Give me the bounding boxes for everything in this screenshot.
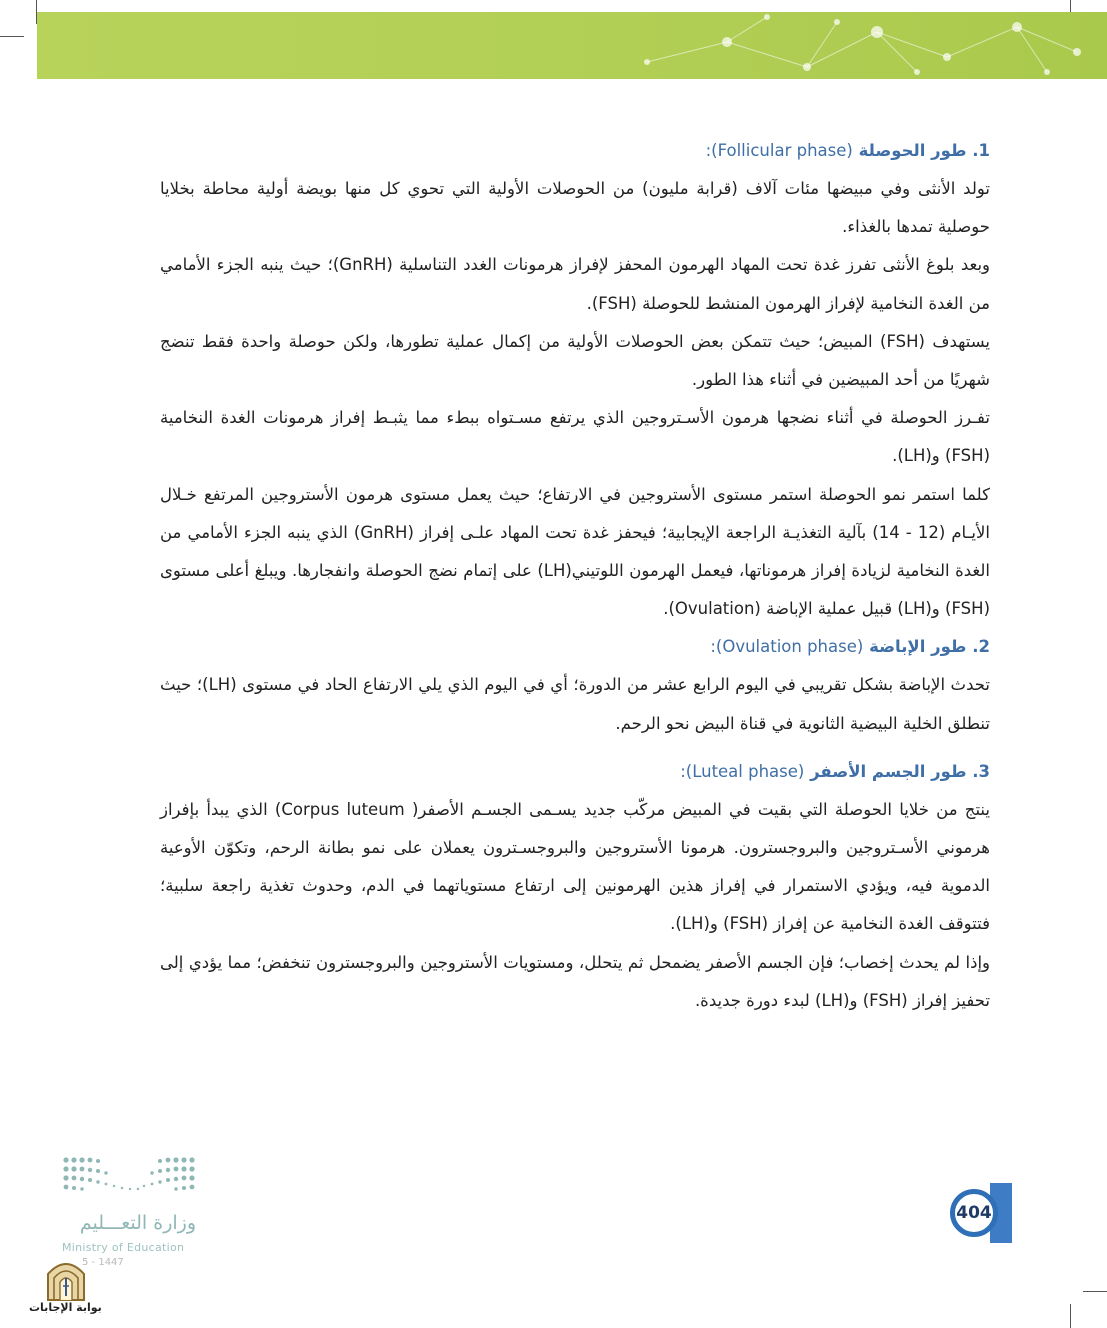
ministry-name-ar: وزارة التعـــليم: [79, 1212, 196, 1234]
section-number: 2.: [972, 637, 990, 657]
section-title-ar: طور الحوصلة: [858, 141, 967, 160]
header-band: [37, 12, 1107, 79]
paragraph: يستهدف (FSH) المبيض؛ حيث تتمكن بعض الحوصلات الأولية من إكمال عملية تطورها، ولكن حوصلة واحدة فقط تنضج شهريًا من أحد المبيضين في أثناء هذا الطور.: [160, 331, 991, 390]
section-title-en: (Luteal phase):: [680, 761, 805, 781]
page-number-badge: [946, 1183, 1012, 1243]
section-number: 1.: [972, 141, 990, 160]
crop-mark: [1070, 1304, 1071, 1328]
paragraph: وإذا لم يحدث إخصاب؛ فإن الجسم الأصفر يضمحل ثم يتحلل، ومستويات الأستروجين والبروجسترون تنخفض؛ مما يؤدي إلى تحفيز إفراز (FSH) و(LH) لبدء دورة جديدة.: [160, 952, 990, 1010]
section-number: 3.: [972, 761, 990, 781]
page-number: 404: [950, 1189, 998, 1237]
paragraph: وبعد بلوغ الأنثى تفرز غدة تحت المهاد الهرمون المحفز لإفراز هرمونات الغدد التناسلية (GnRH)؛ حيث ينبه الجزء الأمامي من الغدة النخامية لإفراز الهرمون المنشط للحوصلة (FSH).: [160, 255, 990, 313]
site-label: بوابة الإجابات: [29, 1301, 102, 1314]
section-title-en: (Follicular phase):: [705, 141, 853, 160]
paragraph: تحدث الإباضة بشكل تقريبي في اليوم الرابع عشر من الدورة؛ أي في اليوم الذي يلي الارتفاع الحاد في مستوى (LH)؛ حيث تنطلق الخلية البيضية الثانوية في قناة البيض نحو الرحم.: [160, 675, 990, 733]
ministry-year: 5 - 1447: [82, 1257, 124, 1268]
section-title-en: (Ovulation phase):: [710, 637, 864, 657]
paragraph: كلما استمر نمو الحوصلة استمر مستوى الأستروجين في الارتفاع؛ حيث يعمل مستوى هرمون الأستروجين المرتفع خـلال الأيـام (12 - 14) بآلية التغذيـة الراجعة الإيجابية؛ فيحفز غدة تحت المهاد علـى إفراز (GnRH) الذي ينبه الجزء الأمامي من الغدة النخامية لزيادة إفراز هرموناتها، فيعمل الهرمون اللوتيني(LH) على إتمام نضج الحوصلة وانفجارها. ويبلغ أعلى مستوى (FSH) و(LH) قبيل عملية الإباضة (Ovulation).: [160, 484, 991, 619]
paragraph: تولد الأنثى وفي مبيضها مئات آلاف (قرابة مليون) من الحوصلات الأولية التي تحوي كل منها بويضة أولية محاطة بخلايا حوصلية تمدها بالغذاء.: [160, 179, 990, 237]
paragraph: ينتج من خلايا الحوصلة التي بقيت في المبيض مركّب جديد يسـمى الجسـم الأصفر( Corpus luteum) الذي يبدأ بإفراز هرموني الأسـتروجين والبروجسترون. هرمونا الأستروجين والبروجسـترون يعملان على نمو بطانة الرحم، وتكوّن الأوعية الدموية فيه، ويؤدي الاستمرار في إفراز هذين الهرمونين إلى ارتفاع مستوياتهما في الدم، وحدوث تغذية راجعة سلبية؛ فتتوقف الغدة النخامية عن إفراز (FSH) و(LH).: [160, 799, 990, 934]
section-heading-follicular: [160, 132, 990, 170]
main-content: [160, 132, 990, 1020]
crop-mark: [1083, 1291, 1107, 1292]
section-heading-luteal: [160, 753, 990, 791]
section-title-ar: طور الإباضة: [869, 637, 967, 657]
molecule-pattern-icon: [607, 12, 1107, 79]
section-title-ar: طور الجسم الأصفر: [810, 761, 967, 781]
ministry-name-en: Ministry of Education: [62, 1241, 185, 1254]
paragraph: تفـرز الحوصلة في أثناء نضجها هرمون الأسـتروجين الذي يرتفع مسـتواه ببطء مما يثبـط إفراز هرمونات الغدة النخامية (FSH) و(LH).: [160, 408, 990, 466]
crop-mark: [0, 36, 24, 37]
section-heading-ovulation: [160, 628, 990, 666]
